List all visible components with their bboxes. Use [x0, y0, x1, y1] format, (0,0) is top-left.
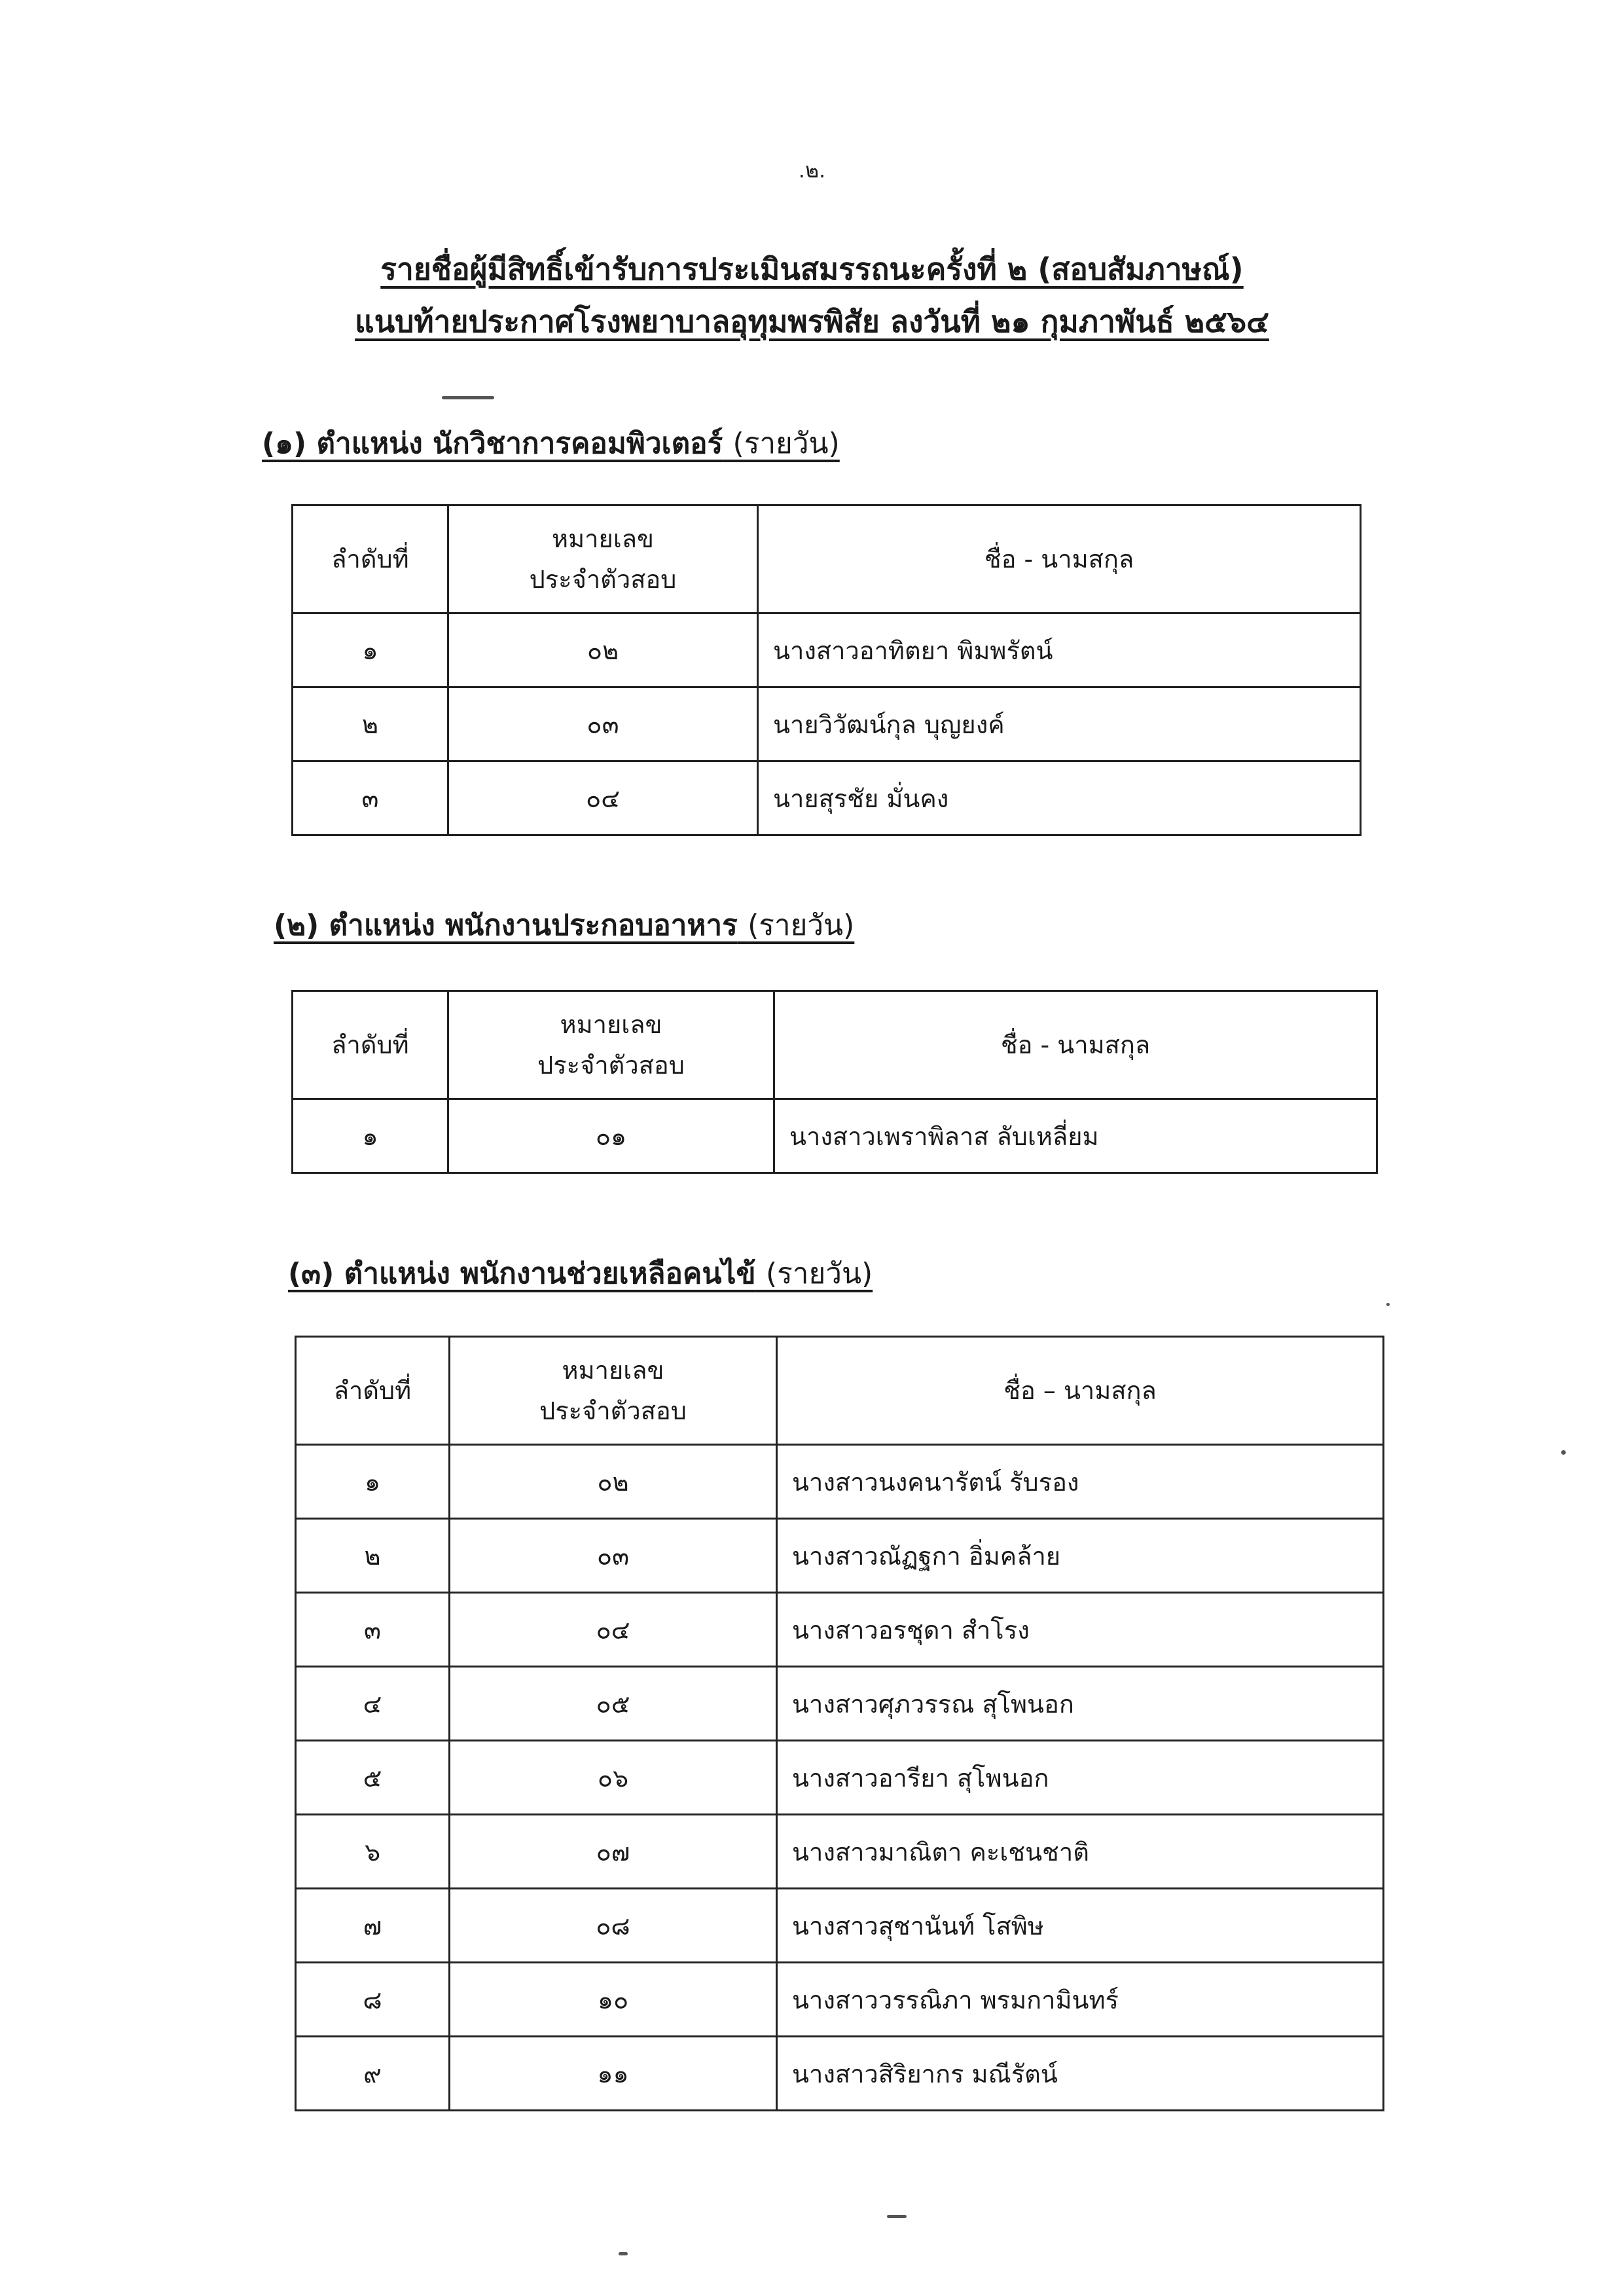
column-header-order: ลำดับที่: [296, 1337, 450, 1445]
candidate-table: [295, 1336, 1384, 2111]
table-header-row: [296, 1337, 1384, 1445]
candidate-table: [291, 990, 1378, 1174]
table-row: [296, 1741, 1384, 1815]
scan-speck: [1386, 1303, 1390, 1306]
section-heading: [262, 420, 840, 466]
exam-id-cell: ๐๕: [450, 1667, 777, 1741]
table-row: [296, 1815, 1384, 1889]
section-heading: [274, 902, 854, 948]
table-header-row: [293, 505, 1361, 613]
order-cell: ๓: [293, 761, 448, 835]
column-header-exam-id-line2: ประจำตัวสอบ: [539, 1396, 687, 1425]
name-cell: นางสาวเพราพิลาส ลับเหลี่ยม: [774, 1099, 1377, 1173]
name-cell: นางสาววรรณิภา พรมกามินทร์: [777, 1963, 1384, 2037]
exam-id-cell: ๐๒: [450, 1445, 777, 1519]
order-cell: ๓: [296, 1593, 450, 1667]
table-row: [293, 613, 1361, 687]
section-heading: [288, 1250, 873, 1296]
exam-id-cell: ๑๑: [450, 2037, 777, 2111]
name-cell: นางสาวสิริยากร มณีรัตน์: [777, 2037, 1384, 2111]
exam-id-cell: ๐๘: [450, 1889, 777, 1963]
document-title-line-2: แนบท้ายประกาศโรงพยาบาลอุทุมพรพิสัย ลงวันที่ ๒๑ กุมภาพันธ์ ๒๕๖๔: [355, 304, 1269, 339]
name-cell: นางสาวศุภวรรณ สุโพนอก: [777, 1667, 1384, 1741]
page-number: .๒.: [798, 158, 826, 183]
column-header-exam-id-line1: หมายเลข: [560, 1010, 662, 1039]
column-header-name: ชื่อ - นามสกุล: [774, 991, 1377, 1099]
column-header-exam-id: [448, 505, 758, 613]
order-cell: ๒: [293, 687, 448, 761]
column-header-name: ชื่อ – นามสกุล: [777, 1337, 1384, 1445]
name-cell: นางสาวอารียา สุโพนอก: [777, 1741, 1384, 1815]
table-row: [296, 1593, 1384, 1667]
order-cell: ๑: [296, 1445, 450, 1519]
exam-id-cell: ๐๖: [450, 1741, 777, 1815]
order-cell: ๔: [296, 1667, 450, 1741]
exam-id-cell: ๐๗: [450, 1815, 777, 1889]
name-cell: นางสาวอาทิตยา พิมพรัตน์: [758, 613, 1361, 687]
section-title: (๒) ตำแหน่ง พนักงานประกอบอาหาร: [274, 909, 738, 942]
column-header-exam-id: [450, 1337, 777, 1445]
name-cell: นางสาวอรชุดา สำโรง: [777, 1593, 1384, 1667]
exam-id-cell: ๑๐: [450, 1963, 777, 2037]
scan-speck: [1561, 1450, 1566, 1455]
section-title: (๑) ตำแหน่ง นักวิชาการคอมพิวเตอร์: [262, 427, 723, 460]
table-header-row: [293, 991, 1377, 1099]
order-cell: ๘: [296, 1963, 450, 2037]
table-row: [296, 1963, 1384, 2037]
table-row: [296, 1445, 1384, 1519]
table-row: [296, 2037, 1384, 2111]
section-title: (๓) ตำแหน่ง พนักงานช่วยเหลือคนไข้: [288, 1257, 756, 1290]
section-employment-type: (รายวัน): [732, 427, 840, 460]
name-cell: นายสุรชัย มั่นคง: [758, 761, 1361, 835]
name-cell: นางสาวมาณิตา คะเชนชาติ: [777, 1815, 1384, 1889]
order-cell: ๒: [296, 1519, 450, 1593]
candidate-table: [291, 504, 1362, 836]
section-employment-type: (รายวัน): [765, 1257, 873, 1290]
document-title-line-1: รายชื่อผู้มีสิทธิ์เข้ารับการประเมินสมรรถนะครั้งที่ ๒ (สอบสัมภาษณ์): [380, 251, 1244, 287]
order-cell: ๗: [296, 1889, 450, 1963]
name-cell: นายวิวัฒน์กุล บุญยงค์: [758, 687, 1361, 761]
order-cell: ๖: [296, 1815, 450, 1889]
name-cell: นางสาวณัฏฐกา อิ่มคล้าย: [777, 1519, 1384, 1593]
column-header-exam-id-line2: ประจำตัวสอบ: [537, 1051, 685, 1080]
column-header-exam-id: [448, 991, 774, 1099]
exam-id-cell: ๐๒: [448, 613, 758, 687]
exam-id-cell: ๐๔: [448, 761, 758, 835]
scan-speck: [887, 2215, 907, 2218]
column-header-exam-id-line2: ประจำตัวสอบ: [529, 565, 677, 594]
order-cell: ๕: [296, 1741, 450, 1815]
column-header-order: ลำดับที่: [293, 505, 448, 613]
column-header-order: ลำดับที่: [293, 991, 448, 1099]
order-cell: ๑: [293, 1099, 448, 1173]
name-cell: นางสาวนงคนารัตน์ รับรอง: [777, 1445, 1384, 1519]
scan-speck: [442, 396, 494, 399]
column-header-name: ชื่อ - นามสกุล: [758, 505, 1361, 613]
order-cell: ๑: [293, 613, 448, 687]
table-row: [293, 1099, 1377, 1173]
table-row: [296, 1667, 1384, 1741]
table-row: [293, 687, 1361, 761]
exam-id-cell: ๐๔: [450, 1593, 777, 1667]
exam-id-cell: ๐๓: [448, 687, 758, 761]
scan-speck: [619, 2252, 628, 2255]
column-header-exam-id-line1: หมายเลข: [552, 524, 654, 553]
table-row: [296, 1889, 1384, 1963]
name-cell: นางสาวสุชานันท์ โสพิษ: [777, 1889, 1384, 1963]
section-employment-type: (รายวัน): [748, 909, 855, 942]
column-header-exam-id-line1: หมายเลข: [562, 1356, 664, 1385]
table-row: [296, 1519, 1384, 1593]
order-cell: ๙: [296, 2037, 450, 2111]
exam-id-cell: ๐๑: [448, 1099, 774, 1173]
exam-id-cell: ๐๓: [450, 1519, 777, 1593]
table-row: [293, 761, 1361, 835]
